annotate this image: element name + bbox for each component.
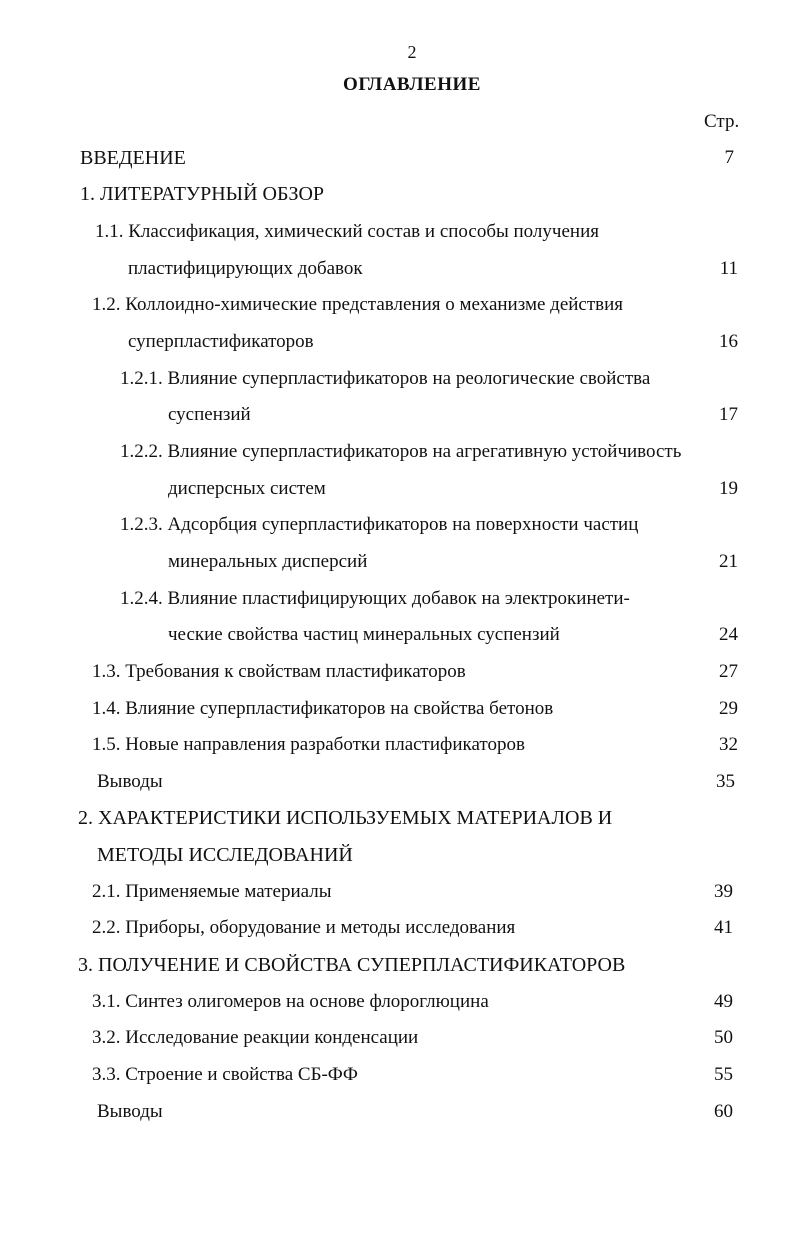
toc-entry: 1.2.4. Влияние пластифицирующих добавок на электрокинети- xyxy=(120,588,630,609)
toc-page: 49 xyxy=(714,991,733,1012)
toc-page: 11 xyxy=(719,258,738,279)
toc-page: 24 xyxy=(719,624,738,645)
toc-chapter-3: 3. ПОЛУЧЕНИЕ И СВОЙСТВА СУПЕРПЛАСТИФИКАТОРОВ xyxy=(78,954,626,976)
page-number: 2 xyxy=(407,42,417,62)
toc-entry-continuation: пластифицирующих добавок xyxy=(128,258,363,279)
toc-entry: 1.1. Классификация, химический состав и способы получения xyxy=(95,221,599,242)
page-column-label: Стр. xyxy=(704,111,740,132)
toc-chapter-2-continuation: МЕТОДЫ ИССЛЕДОВАНИЙ xyxy=(97,844,353,866)
toc-entry: 1.2.3. Адсорбция суперпластификаторов на поверхности частиц xyxy=(120,514,639,535)
toc-page: 55 xyxy=(714,1064,733,1085)
toc-entry: 1.4. Влияние суперпластификаторов на свойства бетонов xyxy=(92,698,554,719)
toc-page: 17 xyxy=(719,404,738,425)
toc-entry-continuation: ческие свойства частиц минеральных суспензий xyxy=(168,624,560,645)
toc-entry-continuation: суспензий xyxy=(168,404,251,425)
toc-entry: 3.1. Синтез олигомеров на основе флороглюцина xyxy=(92,991,489,1012)
toc-entry: 1.2.1. Влияние суперпластификаторов на реологические свойства xyxy=(120,368,651,389)
toc-page: 16 xyxy=(719,331,738,352)
toc-page-intro: 7 xyxy=(724,147,734,168)
toc-page: 27 xyxy=(719,661,738,682)
toc-entry-intro: ВВЕДЕНИЕ xyxy=(80,147,186,169)
toc-entry: 1.2. Коллоидно-химические представления о механизме действия xyxy=(92,294,624,315)
toc-entry: 3.2. Исследование реакции конденсации xyxy=(92,1027,419,1048)
toc-page: 35 xyxy=(716,771,735,792)
toc-chapter-2: 2. ХАРАКТЕРИСТИКИ ИСПОЛЬЗУЕМЫХ МАТЕРИАЛОВ И xyxy=(78,807,613,829)
toc-chapter-1: 1. ЛИТЕРАТУРНЫЙ ОБЗОР xyxy=(80,183,325,205)
toc-entry: 3.3. Строение и свойства СБ-ФФ xyxy=(92,1064,358,1085)
toc-page: 60 xyxy=(714,1101,733,1122)
toc-page: 29 xyxy=(719,698,738,719)
toc-entry: 1.5. Новые направления разработки пластификаторов xyxy=(92,734,525,755)
toc-entry: 2.1. Применяемые материалы xyxy=(92,881,332,902)
toc-entry: 1.2.2. Влияние суперпластификаторов на агрегативную устойчивость xyxy=(120,441,682,462)
toc-entry-conclusions: Выводы xyxy=(97,1101,163,1122)
page-title: ОГЛАВЛЕНИЕ xyxy=(343,74,481,95)
toc-entry-continuation: минеральных дисперсий xyxy=(168,551,368,572)
toc-entry: 2.2. Приборы, оборудование и методы исследования xyxy=(92,917,516,938)
toc-page: 39 xyxy=(714,881,733,902)
toc-page: 19 xyxy=(719,478,738,499)
toc-page: 21 xyxy=(719,551,738,572)
toc-entry-continuation: суперпластификаторов xyxy=(128,331,314,352)
toc-entry-continuation: дисперсных систем xyxy=(168,478,326,499)
toc-page: 50 xyxy=(714,1027,733,1048)
toc-page: 41 xyxy=(714,917,733,938)
toc-entry: 1.3. Требования к свойствам пластификаторов xyxy=(92,661,466,682)
toc-entry-conclusions: Выводы xyxy=(97,771,163,792)
toc-page: 32 xyxy=(719,734,738,755)
